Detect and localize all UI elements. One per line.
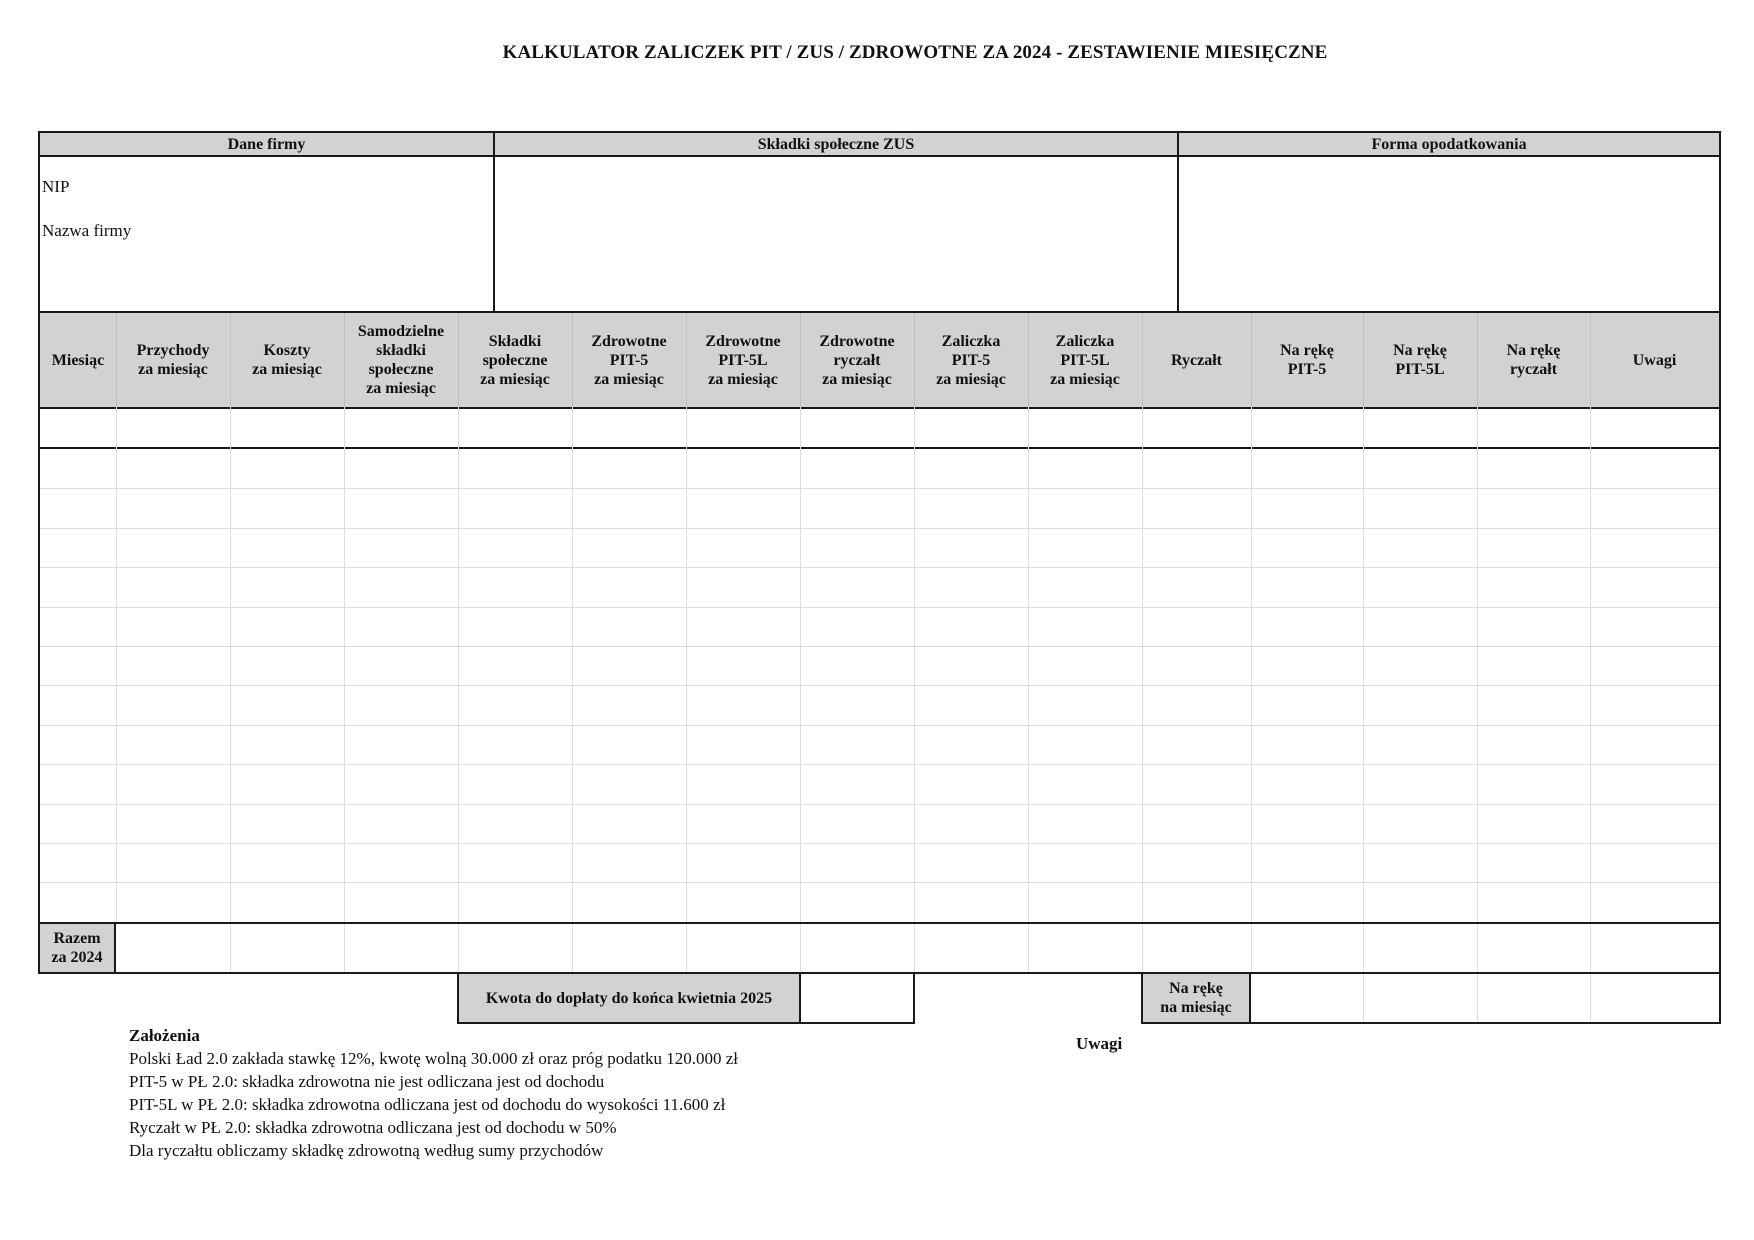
header-column-divider bbox=[458, 313, 459, 407]
company-header: Dane firmy bbox=[40, 133, 493, 157]
column-header-line: Zaliczka bbox=[941, 332, 1001, 350]
assumption-line: Polski Ład 2.0 zakłada stawkę 12%, kwotę wolną 30.000 zł oraz próg podatku 120.000 zł bbox=[129, 1049, 739, 1068]
column-divider bbox=[1477, 407, 1478, 922]
column-header-line: składki bbox=[376, 342, 426, 359]
column-header-line: za miesiąc bbox=[936, 370, 1006, 388]
column-header-line: Miesiąc bbox=[51, 351, 105, 369]
header-column-divider bbox=[1477, 313, 1478, 407]
column-divider bbox=[344, 407, 345, 922]
header-column-divider bbox=[572, 313, 573, 407]
company-name-label: Nazwa firmy bbox=[42, 221, 132, 240]
column-header-line: Zdrowotne bbox=[705, 332, 781, 350]
column-header-net-lump bbox=[1477, 313, 1590, 407]
zus-header: Składki społeczne ZUS bbox=[495, 133, 1177, 157]
assumption-line: Dla ryczałtu obliczamy składkę zdrowotną według sumy przychodów bbox=[129, 1141, 604, 1160]
column-header-advance-pit5l bbox=[1028, 313, 1142, 407]
row-divider bbox=[40, 725, 1719, 726]
header-column-divider bbox=[686, 313, 687, 407]
row-divider bbox=[40, 685, 1719, 686]
totals-column-divider bbox=[344, 924, 345, 972]
totals-column-divider bbox=[800, 924, 801, 972]
column-header-line: za miesiąc bbox=[1050, 370, 1120, 388]
column-header-line: PIT-5L bbox=[1395, 361, 1445, 378]
column-header-health-lump bbox=[800, 313, 914, 407]
column-header-revenue bbox=[116, 313, 230, 407]
totals-column-divider bbox=[1028, 924, 1029, 972]
row-divider bbox=[40, 882, 1719, 883]
monthly-net-label bbox=[1141, 972, 1251, 1024]
column-header-net-pit5 bbox=[1251, 313, 1363, 407]
net-column-divider bbox=[1363, 974, 1364, 1022]
totals-column-divider bbox=[1590, 924, 1591, 972]
column-divider bbox=[800, 407, 801, 922]
column-header-advance-pit5 bbox=[914, 313, 1028, 407]
monthly-net-values bbox=[1249, 972, 1721, 1024]
totals-column-divider bbox=[458, 924, 459, 972]
notes-label: Uwagi bbox=[1076, 1034, 1123, 1053]
header-column-divider bbox=[800, 313, 801, 407]
row-divider bbox=[40, 488, 1719, 489]
net-column-divider bbox=[1477, 974, 1478, 1022]
totals-label bbox=[40, 924, 116, 972]
column-header-line: za miesiąc bbox=[594, 370, 664, 388]
column-header-line: PIT-5L bbox=[1060, 351, 1110, 369]
header-column-divider bbox=[914, 313, 915, 407]
column-divider bbox=[116, 407, 117, 922]
totals-column-divider bbox=[1363, 924, 1364, 972]
column-header-line: za miesiąc bbox=[708, 370, 778, 388]
header-column-divider bbox=[230, 313, 231, 407]
page-title: KALKULATOR ZALICZEK PIT / ZUS / ZDROWOTNE ZA 2024 - ZESTAWIENIE MIESIĘCZNE bbox=[502, 42, 1328, 63]
column-divider bbox=[1363, 407, 1364, 922]
payment-value-cell[interactable] bbox=[799, 972, 915, 1024]
column-header-line: za miesiąc bbox=[252, 361, 322, 378]
tax-form-header: Forma opodatkowania bbox=[1179, 133, 1719, 157]
column-header-line: Uwagi bbox=[1632, 351, 1677, 369]
assumption-line: PIT-5 w PŁ 2.0: składka zdrowotna nie jest odliczana jest od dochodu bbox=[129, 1072, 605, 1091]
column-divider bbox=[914, 407, 915, 922]
header-column-divider bbox=[344, 313, 345, 407]
column-divider bbox=[1028, 407, 1029, 922]
column-header-line: za miesiąc bbox=[366, 380, 436, 397]
row-divider bbox=[40, 567, 1719, 568]
totals-column-divider bbox=[572, 924, 573, 972]
monthly-net-line-2: na miesiąc bbox=[1160, 999, 1232, 1016]
payment-label: Kwota do dopłaty do końca kwietnia 2025 bbox=[457, 972, 801, 1024]
totals-column-divider bbox=[914, 924, 915, 972]
totals-label-line-2: za 2024 bbox=[51, 949, 103, 966]
zus-section bbox=[493, 131, 1179, 313]
header-column-divider bbox=[1363, 313, 1364, 407]
row-divider bbox=[40, 646, 1719, 647]
column-header-line: Zaliczka bbox=[1055, 332, 1115, 350]
assumption-line: Ryczałt w PŁ 2.0: składka zdrowotna odliczana jest od dochodu w 50% bbox=[129, 1118, 617, 1137]
column-divider bbox=[1590, 407, 1591, 922]
column-header-line: społeczne bbox=[368, 361, 434, 378]
column-header-line: Zdrowotne bbox=[819, 332, 895, 350]
row-divider bbox=[40, 843, 1719, 844]
header-column-divider bbox=[1142, 313, 1143, 407]
column-header-line: za miesiąc bbox=[138, 361, 208, 378]
column-header-health-pit5l bbox=[686, 313, 800, 407]
column-header-line: PIT-5 bbox=[951, 351, 991, 369]
column-header-own-social bbox=[344, 313, 458, 407]
column-header-net-pit5l bbox=[1363, 313, 1477, 407]
row-divider bbox=[40, 804, 1719, 805]
tax-form-section bbox=[1177, 131, 1721, 313]
assumptions-heading: Założenia bbox=[129, 1026, 200, 1045]
assumptions bbox=[129, 1024, 738, 1162]
column-header-line: za miesiąc bbox=[480, 370, 550, 388]
header-column-divider bbox=[116, 313, 117, 407]
column-header-line: PIT-5L bbox=[718, 351, 768, 369]
monthly-table bbox=[38, 311, 1721, 974]
column-header-line: PIT-5 bbox=[609, 351, 649, 369]
header-column-divider bbox=[1028, 313, 1029, 407]
column-divider bbox=[1142, 407, 1143, 922]
column-header-line: za miesiąc bbox=[822, 370, 892, 388]
column-divider bbox=[686, 407, 687, 922]
column-header-line: ryczałt bbox=[833, 351, 881, 369]
column-header-line: Zdrowotne bbox=[591, 332, 667, 350]
column-header-lump-sum bbox=[1142, 313, 1251, 407]
header-column-divider bbox=[1590, 313, 1591, 407]
monthly-net-line-1: Na rękę bbox=[1169, 980, 1223, 997]
totals-column-divider bbox=[230, 924, 231, 972]
totals-column-divider bbox=[1142, 924, 1143, 972]
column-header-notes bbox=[1590, 313, 1719, 407]
column-header-social bbox=[458, 313, 572, 407]
column-header-health-pit5 bbox=[572, 313, 686, 407]
column-header-line: Przychody bbox=[136, 342, 210, 359]
column-divider bbox=[458, 407, 459, 922]
column-header-line: PIT-5 bbox=[1287, 361, 1327, 378]
column-header-month bbox=[40, 313, 116, 407]
row-divider bbox=[40, 528, 1719, 529]
column-header-line: Samodzielne bbox=[357, 323, 445, 340]
column-header-line: Koszty bbox=[263, 342, 311, 359]
column-header-line: Na rękę bbox=[1280, 342, 1334, 359]
net-column-divider bbox=[1590, 974, 1591, 1022]
totals-column-divider bbox=[686, 924, 687, 972]
column-divider bbox=[572, 407, 573, 922]
totals-column-divider bbox=[1251, 924, 1252, 972]
column-header-line: Na rękę bbox=[1506, 342, 1561, 359]
nip-label: NIP bbox=[42, 177, 70, 196]
assumption-line: PIT-5L w PŁ 2.0: składka zdrowotna odliczana jest od dochodu do wysokości 11.600 zł bbox=[129, 1095, 726, 1114]
column-header-line: Ryczałt bbox=[1171, 351, 1222, 369]
column-divider bbox=[1251, 407, 1252, 922]
totals-column-divider bbox=[1477, 924, 1478, 972]
column-divider bbox=[230, 407, 231, 922]
column-header-line: Składki bbox=[488, 332, 542, 350]
header-column-divider bbox=[1251, 313, 1252, 407]
row-divider bbox=[40, 764, 1719, 765]
column-header-line: społeczne bbox=[482, 351, 548, 369]
column-header-line: Na rękę bbox=[1393, 342, 1447, 359]
column-header-line: ryczałt bbox=[1509, 361, 1558, 378]
row-divider bbox=[40, 607, 1719, 608]
totals-label-line-1: Razem bbox=[53, 930, 101, 947]
column-header-costs bbox=[230, 313, 344, 407]
